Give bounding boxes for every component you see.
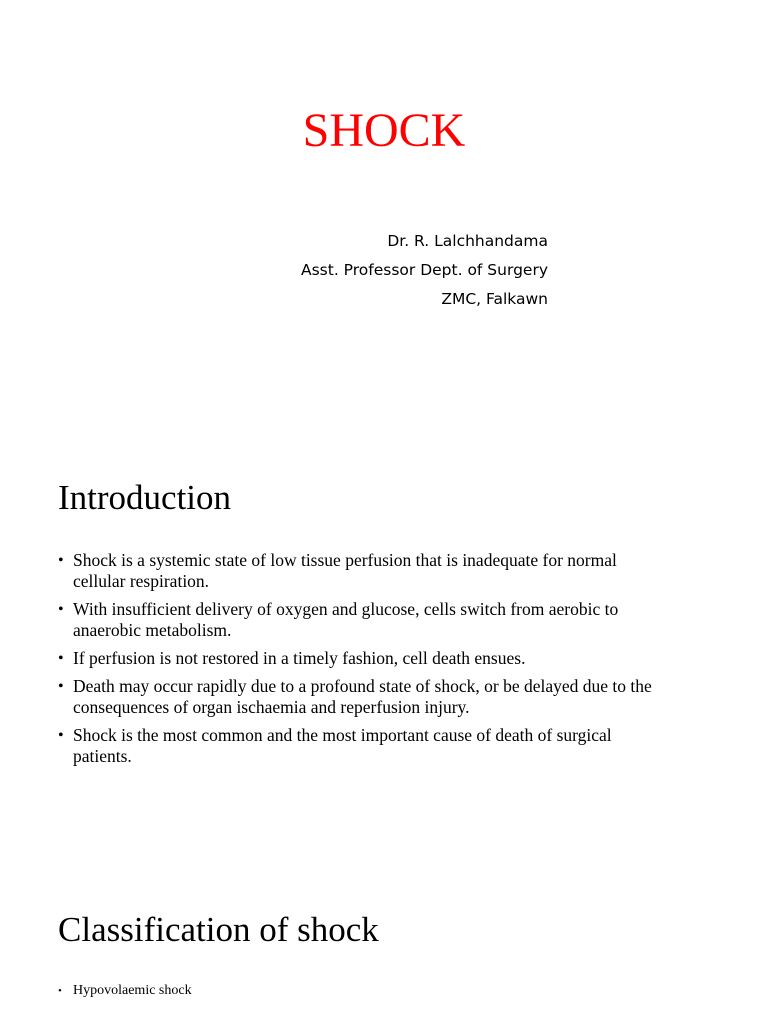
introduction-bullet-list [58,550,658,774]
bullet-text: Shock is a systemic state of low tissue perfusion that is inadequate for normal cellular respiration. [73,550,617,591]
bullet-text: Death may occur rapidly due to a profound state of shock, or be delayed due to the consequences of organ ischaemia and reperfusion injury. [73,676,652,717]
author-name: Dr. R. Lalchhandama [387,232,548,250]
bullet-icon: • [58,650,64,667]
bullet-text: If perfusion is not restored in a timely fashion, cell death ensues. [73,648,526,668]
introduction-slide [0,432,768,864]
classification-heading: Classification of shock [58,910,379,949]
introduction-heading: Introduction [58,478,232,517]
bullet-icon: • [58,552,64,569]
list-item [58,982,658,1000]
bullet-icon: • [58,601,64,618]
list-item [58,648,658,669]
bullet-icon: • [58,727,64,744]
presentation-title: SHOCK [302,104,466,157]
classification-slide [0,864,768,1024]
bullet-text: Hypovolaemic shock [73,983,192,998]
list-item [58,599,658,641]
author-info [301,227,548,314]
list-item [58,725,658,767]
bullet-icon: • [58,678,64,695]
list-item [58,550,658,592]
bullet-text: With insufficient delivery of oxygen and glucose, cells switch from aerobic to anaerobic metabolism. [73,599,619,640]
bullet-text: Shock is the most common and the most important cause of death of surgical patients. [73,725,612,766]
author-position: Asst. Professor Dept. of Surgery [301,261,548,279]
list-item [58,676,658,718]
title-slide [0,0,768,432]
author-institution: ZMC, Falkawn [441,290,548,308]
bullet-icon: • [58,985,62,997]
classification-bullet-list [58,982,658,1007]
